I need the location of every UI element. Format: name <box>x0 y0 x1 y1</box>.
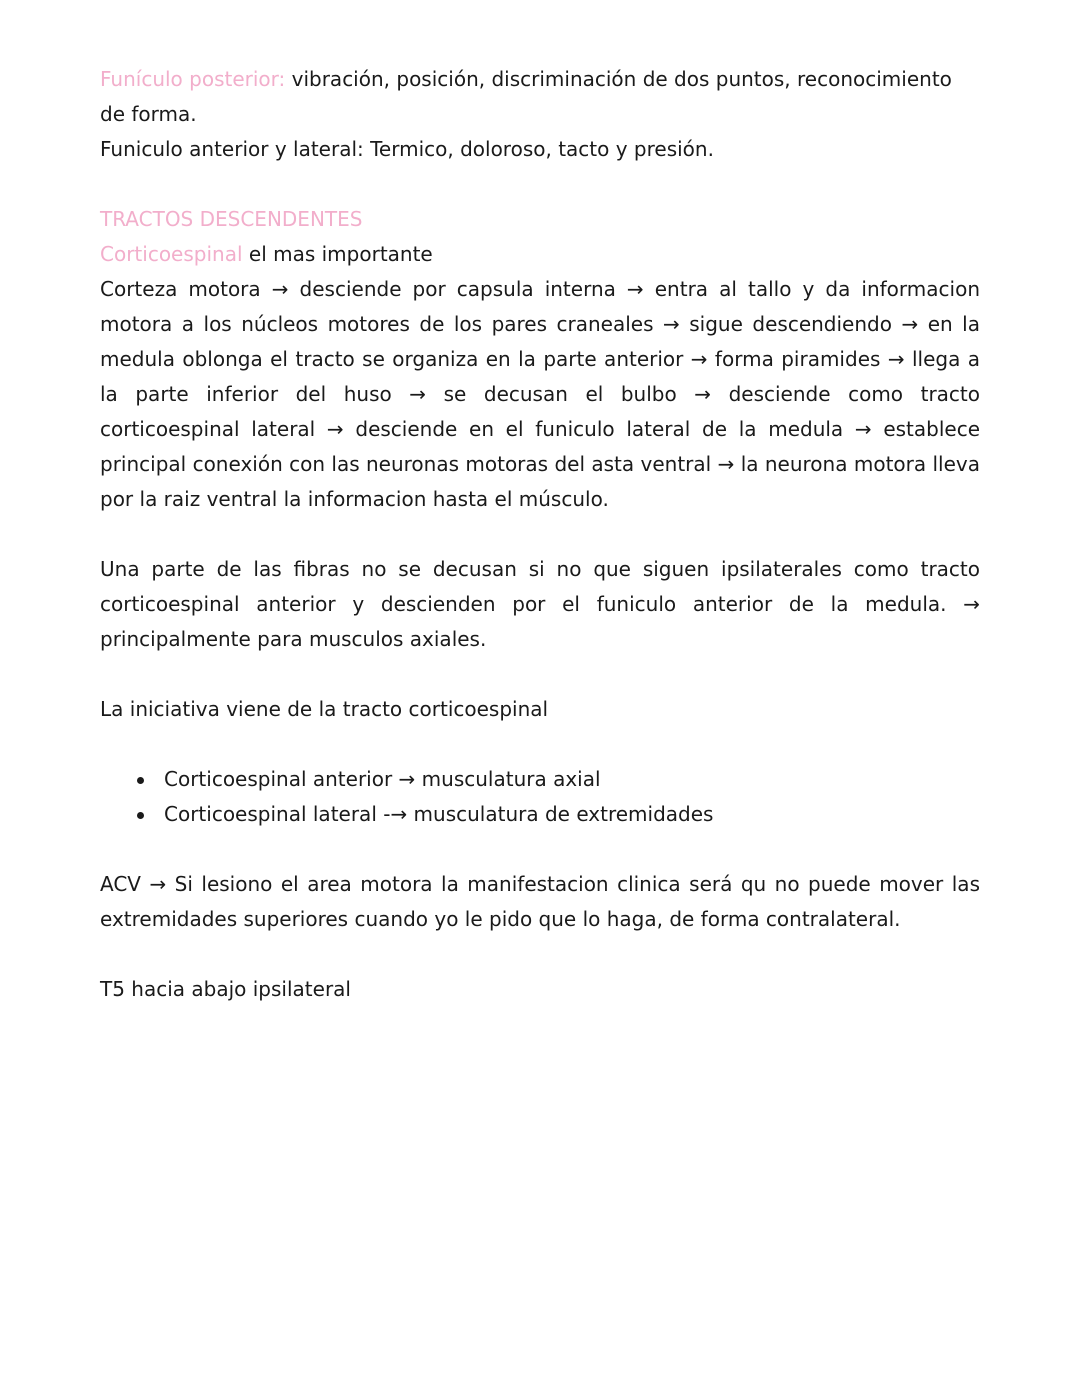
corticoespinal-label: Corticoespinal <box>100 242 243 266</box>
funiculo-posterior-label: Funículo posterior: <box>100 67 286 91</box>
t5-line: T5 hacia abajo ipsilateral <box>100 977 351 1001</box>
funiculo-posterior-line <box>100 62 980 132</box>
iniciativa-line: La iniciativa viene de la tracto corticoespinal <box>100 697 549 721</box>
spacer <box>100 657 980 692</box>
funiculo-posterior-text: vibración, posición, discriminación de dos puntos, reconocimiento de forma. <box>100 67 952 126</box>
corticoespinal-line <box>100 237 980 272</box>
document-page <box>100 62 980 1007</box>
section-heading: TRACTOS DESCENDENTES <box>100 207 363 231</box>
list-item: Corticoespinal anterior → musculatura axial <box>100 762 980 797</box>
spacer <box>100 832 980 867</box>
spacer <box>100 517 980 552</box>
bullet-list <box>100 762 980 832</box>
spacer <box>100 727 980 762</box>
funiculo-anterior-lateral-line: Funiculo anterior y lateral: Termico, doloroso, tacto y presión. <box>100 137 714 161</box>
fibras-paragraph: Una parte de las fibras no se decusan si no que siguen ipsilaterales como tracto corticoespinal anterior y descienden por el funiculo anterior de la medula. → principalmente para musculos axiales. <box>100 557 980 651</box>
spacer <box>100 167 980 202</box>
pathway-paragraph: Corteza motora → desciende por capsula interna → entra al tallo y da informacion motora a los núcleos motores de los pares craneales → sigue descendiendo → en la medula oblonga el tracto se organiza en la parte anterior → forma piramides → llega a la parte inferior del huso → se decusan el bulbo → desciende como tracto corticoespinal lateral → desciende en el funiculo lateral de la medula → establece principal conexión con las neuronas motoras del asta ventral → la neurona motora lleva por la raiz ventral la informacion hasta el músculo. <box>100 277 980 511</box>
corticoespinal-text: el mas importante <box>242 242 433 266</box>
list-item: Corticoespinal lateral -→ musculatura de extremidades <box>100 797 980 832</box>
acv-paragraph: ACV → Si lesiono el area motora la manifestacion clinica será qu no puede mover las extremidades superiores cuando yo le pido que lo haga, de forma contralateral. <box>100 872 980 931</box>
spacer <box>100 937 980 972</box>
